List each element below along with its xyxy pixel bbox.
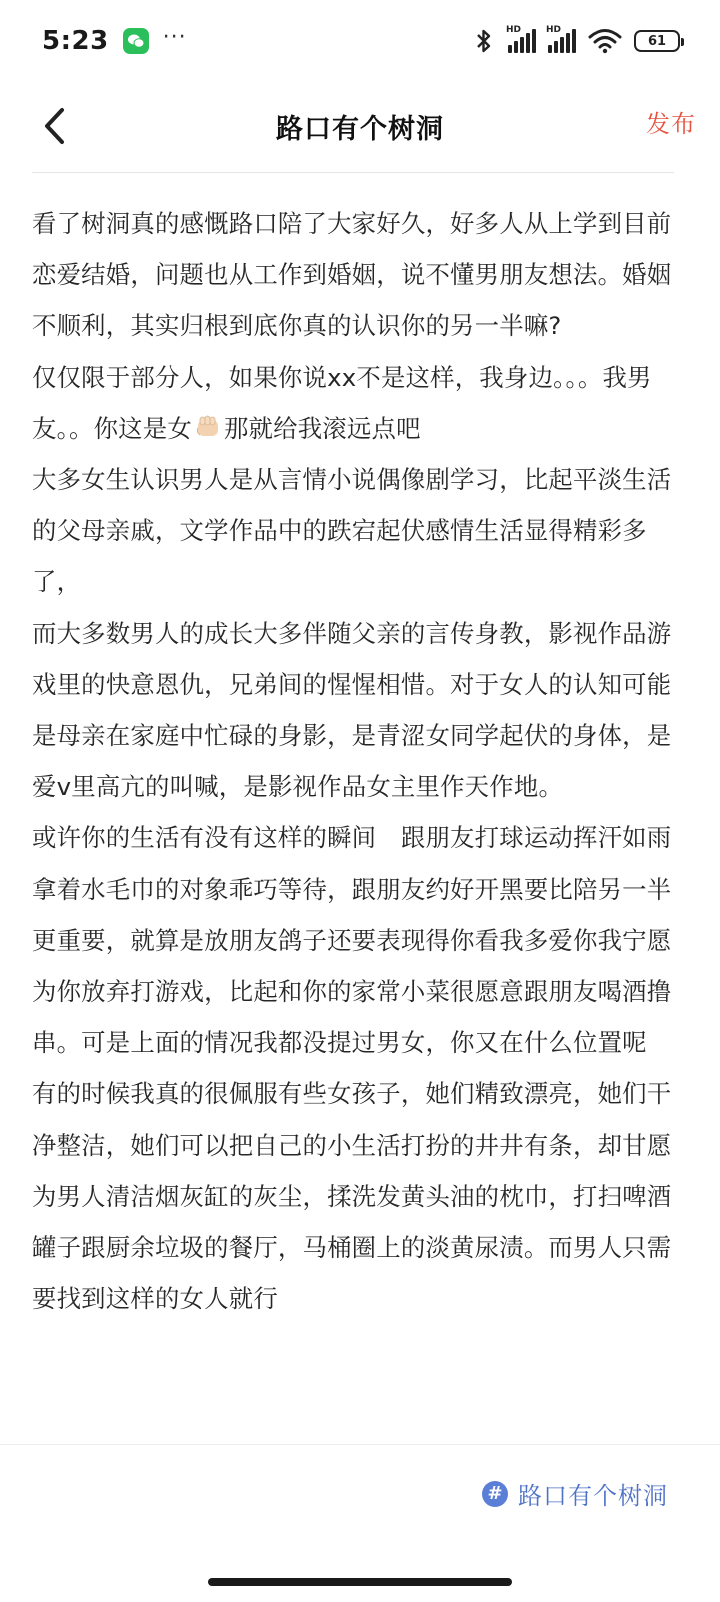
- wechat-bubbles-icon: [127, 33, 145, 49]
- bluetooth-icon: [472, 28, 496, 54]
- more-notifications-icon: ···: [162, 24, 187, 50]
- post-paragraph-text: 仅仅限于部分人，如果你说xx不是这样，我身边。。。我男友。。你这是女: [32, 362, 652, 443]
- hashtag-icon: #: [482, 1481, 508, 1507]
- wechat-icon: [123, 28, 149, 54]
- post-paragraph: 或许你的生活有没有这样的瞬间 跟朋友打球运动挥汗如雨拿着水毛巾的对象乖巧等待，跟朋友约好开黑要比陪另一半更重要，就算是放朋友鸽子还要表现得你看我多爱你我宁愿为你放弃打游戏，比起和你的家常小菜很愿意跟朋友喝酒撸串。可是上面的情况我都没提过男女，你又在什么位置呢: [32, 823, 672, 1058]
- nav-bar: [0, 82, 720, 170]
- topic-label: 路口有个树洞: [518, 1482, 668, 1510]
- publish-button[interactable]: 发布: [646, 110, 696, 138]
- post-paragraph: 看了树洞真的感慨路口陪了大家好久，好多人从上学到目前恋爱结婚，问题也从工作到婚姻，说不懂男朋友想法。婚姻不顺利，其实归根到底你真的认识你的另一半嘛?: [32, 209, 672, 341]
- post-paragraph: [32, 352, 682, 454]
- signal-strength-2-icon: [546, 25, 576, 53]
- battery-level: 61: [647, 33, 667, 49]
- wifi-icon: [588, 28, 622, 54]
- status-left: [42, 26, 187, 56]
- hd-label: HD: [546, 25, 562, 35]
- chevron-left-icon: [40, 106, 70, 146]
- status-right: [472, 25, 680, 54]
- signal-strength-1-icon: [506, 25, 536, 53]
- topic-tag[interactable]: [482, 1476, 668, 1511]
- post-paragraph: 大多女生认识男人是从言情小说偶像剧学习，比起平淡生活的父母亲戚，文学作品中的跌宕起伏感情生活显得精彩多了，: [32, 465, 672, 597]
- status-time: 5:23: [42, 26, 109, 56]
- post-paragraph: 而大多数男人的成长大多伴随父亲的言传身教，影视作品游戏里的快意恩仇，兄弟间的惺惺相惜。对于女人的认知可能是母亲在家庭中忙碌的身影，是青涩女同学起伏的身体，是爱v里高亢的叫喊，是影视作品女主里作天作地。: [32, 618, 672, 802]
- post-paragraph: 有的时候我真的很佩服有些女孩子，她们精致漂亮，她们干净整洁，她们可以把自己的小生活打扮的井井有条，却甘愿为男人清洁烟灰缸的灰尘，揉洗发黄头油的枕巾，打扫啤酒罐子跟厨余垃圾的餐厅，马桶圈上的淡黄尿渍。而男人只需要找到这样的女人就行: [32, 1079, 672, 1314]
- post-body[interactable]: [32, 198, 682, 1324]
- post-paragraph-text: 那就给我滚远点吧: [223, 413, 421, 443]
- battery-icon: [634, 30, 680, 52]
- back-button[interactable]: [30, 96, 80, 156]
- hd-label: HD: [506, 25, 522, 35]
- status-bar: [0, 0, 720, 82]
- fist-emoji-icon: [193, 412, 223, 442]
- bottom-divider: [0, 1444, 720, 1445]
- post-editor[interactable]: [32, 198, 682, 1444]
- home-indicator[interactable]: [208, 1578, 512, 1586]
- nav-divider: [32, 172, 674, 173]
- page-title: 路口有个树洞: [276, 113, 444, 145]
